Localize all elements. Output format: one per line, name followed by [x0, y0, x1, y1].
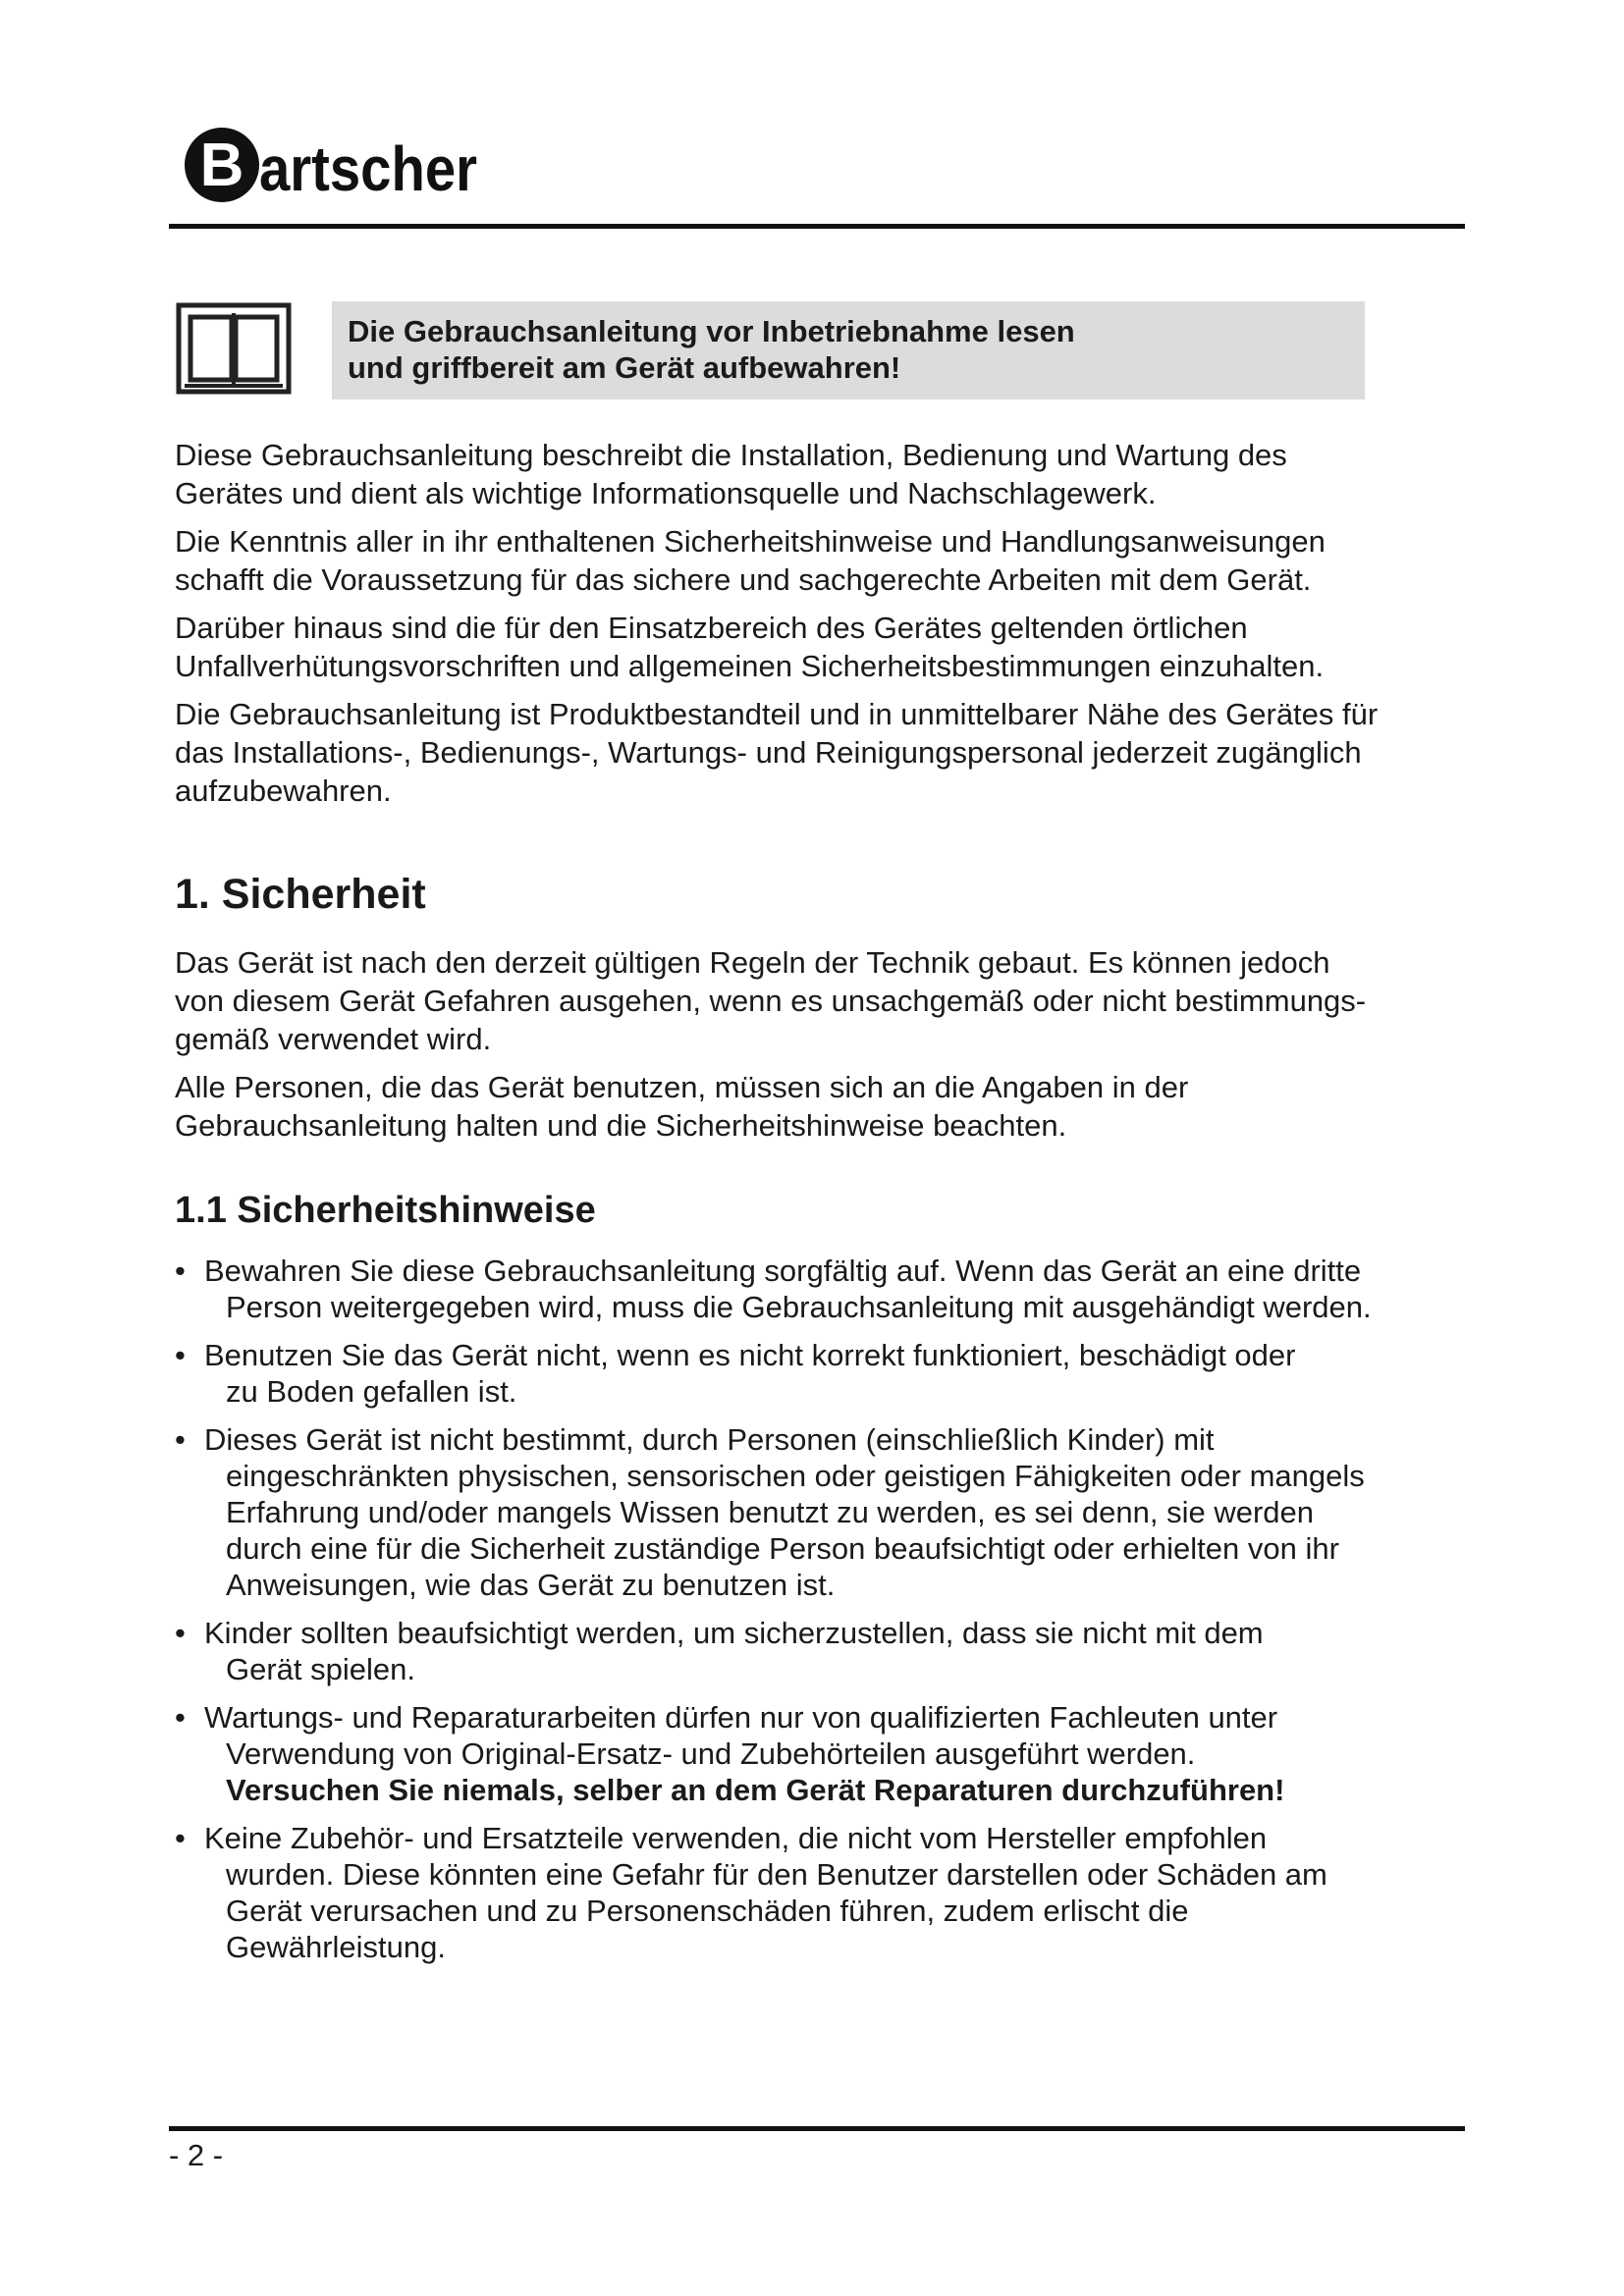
bullet: •	[175, 1338, 186, 1372]
notice-line: und griffbereit am Gerät aufbewahren!	[348, 350, 901, 385]
text-line: Bewahren Sie diese Gebrauchsanleitung sorgfältig auf. Wenn das Gerät an eine dritte	[204, 1254, 1362, 1288]
text-line: Gewährleistung.	[226, 1930, 447, 1964]
document-body	[175, 436, 1481, 1977]
text-line: Person weitergegeben wird, muss die Gebrauchsanleitung mit ausgehändigt werden.	[226, 1290, 1372, 1324]
list-item	[175, 1615, 1481, 1687]
section-heading-safety-notes: 1.1 Sicherheitshinweise	[175, 1190, 596, 1231]
warning-text: Versuchen Sie niemals, selber an dem Gerät Reparaturen durchzuführen!	[226, 1773, 1285, 1807]
text-line: Alle Personen, die das Gerät benutzen, müssen sich an die Angaben in der	[175, 1070, 1189, 1104]
page-number: - 2 -	[169, 2138, 224, 2172]
header-rule	[169, 224, 1465, 229]
bullet: •	[175, 1616, 186, 1650]
intro-paragraph	[175, 522, 1481, 599]
bartscher-logo	[177, 116, 491, 214]
intro-paragraph	[175, 695, 1481, 810]
text-line: Gebrauchsanleitung halten und die Sicherheitshinweise beachten.	[175, 1108, 1067, 1143]
list-item	[175, 1820, 1481, 1965]
text-line: wurden. Diese könnten eine Gefahr für den Benutzer darstellen oder Schäden am	[226, 1857, 1327, 1892]
notice-line: Die Gebrauchsanleitung vor Inbetriebnahme lesen	[348, 314, 1075, 348]
text-line: Gerät spielen.	[226, 1652, 415, 1686]
text-line: Gerätes und dient als wichtige Informationsquelle und Nachschlagewerk.	[175, 476, 1157, 510]
section-heading-safety: 1. Sicherheit	[175, 871, 426, 918]
intro-paragraph	[175, 609, 1481, 685]
text-line: Unfallverhütungsvorschriften und allgemeinen Sicherheitsbestimmungen einzuhalten.	[175, 649, 1325, 683]
read-instructions-notice	[332, 301, 1365, 400]
text-line: aufzubewahren.	[175, 774, 392, 808]
open-book-icon	[175, 299, 293, 402]
bullet: •	[175, 1821, 186, 1855]
bullet: •	[175, 1422, 186, 1457]
text-line: durch eine für die Sicherheit zuständige Person beaufsichtigt oder erhielten von ihr	[226, 1531, 1339, 1566]
text-line: schafft die Voraussetzung für das sichere und sachgerechte Arbeiten mit dem Gerät.	[175, 562, 1312, 597]
text-line: Gerät verursachen und zu Personenschäden führen, zudem erlischt die	[226, 1894, 1189, 1928]
footer-rule	[169, 2126, 1465, 2131]
text-line: Wartungs- und Reparaturarbeiten dürfen nur von qualifizierten Fachleuten unter	[204, 1700, 1278, 1735]
bullet: •	[175, 1700, 186, 1735]
text-line: Benutzen Sie das Gerät nicht, wenn es nicht korrekt funktioniert, beschädigt oder	[204, 1338, 1296, 1372]
text-line: Diese Gebrauchsanleitung beschreibt die Installation, Bedienung und Wartung des	[175, 438, 1287, 472]
text-line: Das Gerät ist nach den derzeit gültigen Regeln der Technik gebaut. Es können jedoch	[175, 945, 1330, 980]
list-item	[175, 1253, 1481, 1325]
text-line: zu Boden gefallen ist.	[226, 1374, 517, 1409]
text-line: Kinder sollten beaufsichtigt werden, um sicherzustellen, dass sie nicht mit dem	[204, 1616, 1264, 1650]
text-line: Verwendung von Original-Ersatz- und Zubehörteilen ausgeführt werden.	[226, 1736, 1196, 1771]
text-line: Anweisungen, wie das Gerät zu benutzen ist.	[226, 1568, 836, 1602]
text-line: Dieses Gerät ist nicht bestimmt, durch Personen (einschließlich Kinder) mit	[204, 1422, 1215, 1457]
text-line: eingeschränkten physischen, sensorischen oder geistigen Fähigkeiten oder mangels	[226, 1459, 1365, 1493]
text-line: von diesem Gerät Gefahren ausgehen, wenn es unsachgemäß oder nicht bestimmungs-	[175, 984, 1367, 1018]
bullet: •	[175, 1254, 186, 1288]
list-item	[175, 1337, 1481, 1410]
safety-paragraph	[175, 943, 1481, 1058]
svg-text:artscher: artscher	[259, 133, 477, 204]
svg-text:B: B	[199, 132, 244, 199]
text-line: Die Kenntnis aller in ihr enthaltenen Sicherheitshinweise und Handlungsanweisungen	[175, 524, 1326, 559]
safety-paragraph	[175, 1068, 1481, 1145]
text-line: Erfahrung und/oder mangels Wissen benutzt zu werden, es sei denn, sie werden	[226, 1495, 1315, 1529]
text-line: Keine Zubehör- und Ersatzteile verwenden, die nicht vom Hersteller empfohlen	[204, 1821, 1268, 1855]
list-item	[175, 1421, 1481, 1603]
text-line: gemäß verwendet wird.	[175, 1022, 492, 1056]
list-item	[175, 1699, 1481, 1808]
text-line: Darüber hinaus sind die für den Einsatzbereich des Gerätes geltenden örtlichen	[175, 611, 1248, 645]
safety-notes-list	[175, 1253, 1481, 1965]
text-line: das Installations-, Bedienungs-, Wartungs- und Reinigungspersonal jederzeit zugänglich	[175, 735, 1362, 770]
intro-paragraph	[175, 436, 1481, 512]
text-line: Die Gebrauchsanleitung ist Produktbestandteil und in unmittelbarer Nähe des Gerätes für	[175, 697, 1379, 731]
